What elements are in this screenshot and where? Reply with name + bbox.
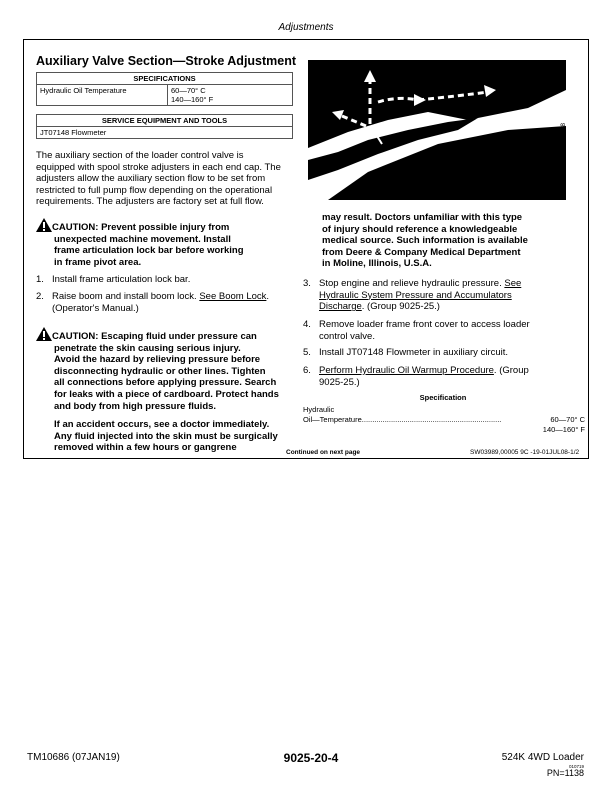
step-text: Install frame articulation lock bar. <box>52 274 191 285</box>
caution-line: CAUTION: Escaping fluid under pressure can <box>52 331 257 342</box>
part-number: PN=1138 <box>546 768 584 778</box>
running-header: Adjustments <box>278 22 334 33</box>
specifications-table <box>36 72 293 106</box>
spec-value-c: 60—70° C <box>171 86 206 95</box>
step-6 <box>303 365 583 388</box>
caution-line: CAUTION: Prevent possible injury from <box>52 222 230 233</box>
intro-line: adjusters allow the auxiliary section flow to be set from <box>36 173 266 185</box>
caution-line: for leaks with a piece of cardboard. Protect hands <box>54 388 279 400</box>
caution-line: unexpected machine movement. Install <box>54 233 231 245</box>
specification-title: Specification <box>419 393 467 402</box>
step-number: 1. <box>36 274 44 285</box>
step-2 <box>36 291 298 314</box>
step-number: 6. <box>303 365 311 376</box>
step-text: Remove loader frame front cover to access loader <box>319 319 530 330</box>
warmup-procedure-link[interactable]: Perform Hydraulic Oil Warmup Procedure <box>319 365 494 376</box>
pressure-link[interactable]: Hydraulic System Pressure and Accumulators <box>319 289 512 301</box>
caution-escaping-fluid <box>36 327 298 454</box>
intro-line: equipped with spool stroke adjusters in each end cap. The <box>36 161 281 173</box>
spec-label: Oil—Temperature <box>303 415 362 424</box>
frame-bottom-rule <box>23 458 589 459</box>
intro-line: restricted to full pump flow depending on the operational <box>36 184 273 196</box>
caution-line: removed within a few hours or gangrene <box>54 442 237 454</box>
caution-line: medical source. Such information is available <box>322 235 528 247</box>
caution-line: frame articulation lock bar before working <box>54 245 244 257</box>
step-4 <box>303 319 583 342</box>
manual-number: TM10686 (07JAN19) <box>27 752 120 763</box>
caution-line: and body from high pressure fluids. <box>54 400 217 412</box>
step-5 <box>303 347 583 359</box>
caution-continued <box>322 212 582 270</box>
step-text: Install JT07148 Flowmeter in auxiliary circuit. <box>319 347 509 358</box>
step-1 <box>36 274 298 286</box>
frame-left-rule <box>23 39 24 458</box>
boom-lock-link[interactable]: See Boom Lock <box>199 291 267 302</box>
caution-line: from Deere & Company Medical Department <box>322 246 521 258</box>
spec-value-f: 140—160° F <box>542 425 585 434</box>
caution-line: If an accident occurs, see a doctor immediately. <box>54 419 270 431</box>
header-rule <box>23 39 589 40</box>
caution-line: of injury should reference a knowledgeable <box>322 223 518 235</box>
specification-block <box>303 405 585 435</box>
caution-line: Any fluid injected into the skin must be surgically <box>54 430 278 442</box>
specifications-heading: SPECIFICATIONS <box>37 73 293 85</box>
leader-dots: ................................................................... <box>361 415 502 424</box>
step-number: 2. <box>36 291 44 302</box>
caution-line: disconnecting hydraulic or other lines. Tighten <box>54 365 266 377</box>
intro-paragraph <box>36 150 298 208</box>
warning-icon <box>36 327 52 341</box>
spec-label: Hydraulic <box>303 405 335 414</box>
step-text: control valve. <box>319 330 375 342</box>
pressure-link[interactable]: Discharge <box>319 301 362 313</box>
step-text: 9025-25.) <box>319 376 360 388</box>
tool-label: JT07148 Flowmeter <box>37 127 293 139</box>
intro-line: requirements. The adjusters are factory set at full flow. <box>36 196 264 208</box>
table-row <box>37 85 293 106</box>
figure-id: X9811 —UN—23AUG88 <box>560 122 567 194</box>
section-title: Auxiliary Valve Section—Stroke Adjustment <box>36 54 297 68</box>
step-text: . (Group <box>493 365 529 376</box>
caution-line: in Moline, Illinois, U.S.A. <box>322 258 432 270</box>
model-name: 524K 4WD Loader <box>501 752 584 763</box>
spec-value-c: 60—70° C <box>550 415 585 424</box>
step-number: 4. <box>303 319 311 330</box>
frame-right-rule <box>588 39 589 458</box>
service-tools-heading: SERVICE EQUIPMENT AND TOOLS <box>37 115 293 127</box>
step-text: . (Group 9025-25.) <box>361 301 440 313</box>
step-text: Stop engine and relieve hydraulic pressure. <box>319 278 505 289</box>
page-number: 9025-20-4 <box>283 751 339 765</box>
continued-note: Continued on next page <box>286 449 361 456</box>
caution-line: all connections before applying pressure. Search <box>54 377 277 389</box>
warning-icon <box>36 218 52 232</box>
caution-line: Avoid the hazard by relieving pressure before <box>54 354 261 366</box>
spec-value-f: 140—160° F <box>171 95 214 104</box>
spec-label: Hydraulic Oil Temperature <box>37 85 168 106</box>
table-row <box>37 127 293 139</box>
pressure-link[interactable]: See <box>504 278 522 289</box>
step-3 <box>303 278 583 313</box>
service-tools-table <box>36 114 293 139</box>
caution-line: in frame pivot area. <box>54 256 142 268</box>
figure-id-container <box>560 122 570 202</box>
footer-code: 010719 <box>568 764 584 769</box>
document-id: SW03989,00005 9C -19-01JUL08-1/2 <box>470 449 580 456</box>
step-text: Raise boom and install boom lock. <box>52 291 200 302</box>
step-text: (Operator's Manual.) <box>52 302 139 314</box>
step-number: 5. <box>303 347 311 358</box>
caution-line: may result. Doctors unfamiliar with this type <box>322 212 523 223</box>
valve-stroke-figure <box>308 60 568 200</box>
spec-value <box>168 85 293 106</box>
step-text: . <box>266 291 270 302</box>
step-number: 3. <box>303 278 311 289</box>
caution-machine-movement <box>36 218 298 268</box>
caution-line: penetrate the skin causing serious injury. <box>54 342 241 354</box>
intro-line: The auxiliary section of the loader control valve is <box>36 150 244 161</box>
